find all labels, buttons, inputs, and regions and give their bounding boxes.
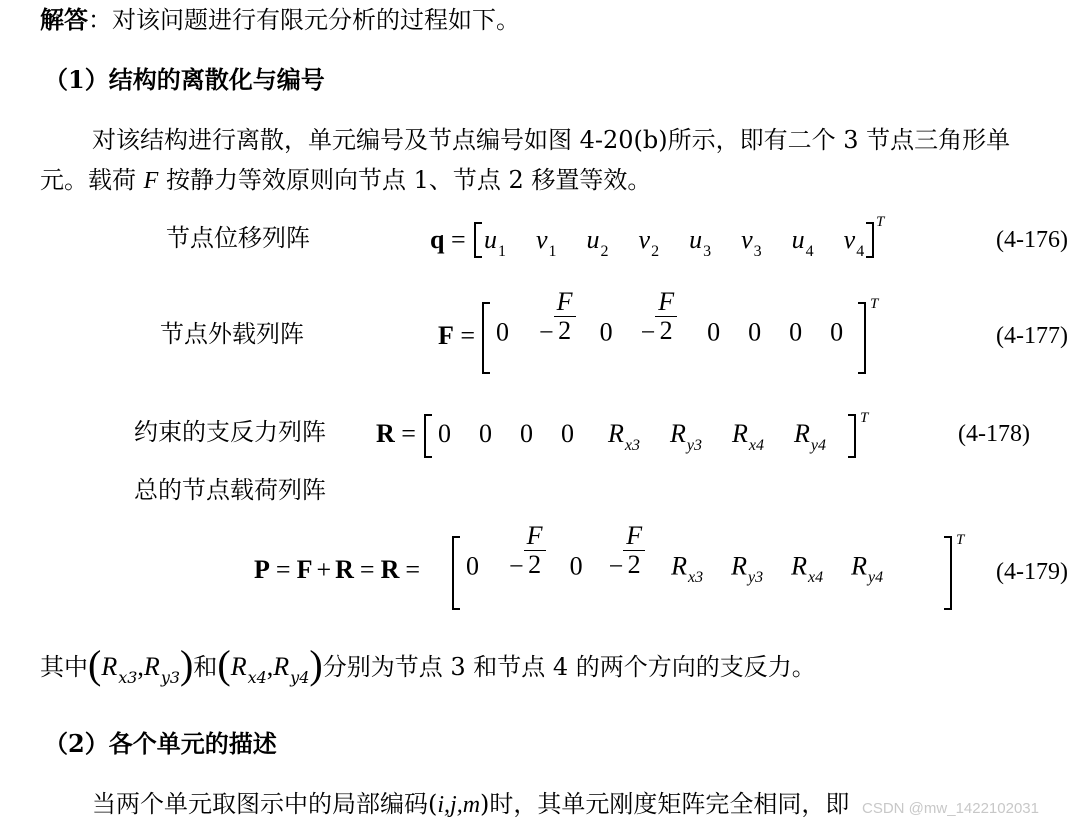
fraction-denominator: 2 xyxy=(558,316,572,345)
eq-number: (4-179) xyxy=(996,559,1068,585)
eq-r: R xyxy=(380,555,400,584)
subscript: 2 xyxy=(600,243,609,260)
subscript: y4 xyxy=(810,437,826,454)
minus-sign: − xyxy=(640,317,656,347)
eq-caption-reaction: 约束的支反力列阵 xyxy=(134,418,326,446)
load-symbol: F xyxy=(143,168,159,194)
left-bracket xyxy=(452,536,460,610)
displacement-symbol: v xyxy=(536,225,548,254)
eq-number: (4-178) xyxy=(958,421,1030,447)
comma: , xyxy=(137,652,144,681)
fraction-numerator: F xyxy=(623,522,645,551)
entry-zero: 0 xyxy=(599,317,613,347)
displacement-entry xyxy=(586,225,609,260)
subscript: x4 xyxy=(748,437,764,454)
fraction xyxy=(554,288,576,345)
eq-lhs: R xyxy=(376,419,395,448)
minus-sign: − xyxy=(509,551,524,581)
paragraph-line-2 xyxy=(40,164,651,197)
open-paren: ( xyxy=(217,642,231,687)
subscript: 3 xyxy=(753,243,762,260)
left-bracket xyxy=(424,414,432,458)
subscript: 3 xyxy=(703,243,712,260)
displacement-entry xyxy=(638,225,660,260)
section-heading-1: （1）结构的离散化与编号 xyxy=(44,65,325,94)
fraction xyxy=(524,522,546,579)
comma: , xyxy=(266,652,274,681)
entry-zero: 0 xyxy=(789,317,803,347)
paragraph-text: 元。载荷 xyxy=(40,166,144,194)
eq-equals: = xyxy=(275,555,291,584)
reaction-symbol: R xyxy=(273,652,290,681)
entry-zero: 0 xyxy=(748,317,762,347)
reaction-symbol: R xyxy=(731,551,748,581)
paragraph-text: 当两个单元取图示中的局部编码( xyxy=(92,790,438,818)
subscript: 2 xyxy=(651,243,660,260)
reaction-description xyxy=(40,642,816,686)
displacement-entry xyxy=(791,225,814,260)
paragraph-text: 分别为节点 3 和节点 4 的两个方向的支反力。 xyxy=(322,653,816,681)
subscript: 4 xyxy=(856,243,865,260)
subscript: 1 xyxy=(548,243,557,260)
entry-zero: 0 xyxy=(569,551,583,581)
eq-vector-entries xyxy=(438,418,826,454)
right-bracket xyxy=(848,414,856,458)
eq-equals: = xyxy=(401,419,416,448)
subscript: x3 xyxy=(118,668,138,687)
subscript: y4 xyxy=(868,569,884,587)
subscript: x3 xyxy=(624,437,640,454)
paragraph-line-1: 对该结构进行离散，单元编号及节点编号如图 4-20(b)所示，即有二个 3 节点三角形单 xyxy=(92,126,1011,154)
subscript: x4 xyxy=(808,569,824,587)
right-bracket xyxy=(944,536,952,610)
displacement-symbol: u xyxy=(689,225,703,254)
right-bracket xyxy=(858,302,866,374)
section-heading-2: （2）各个单元的描述 xyxy=(44,729,277,758)
reaction-symbol: R xyxy=(143,652,160,681)
paragraph-text: 按静力等效原则向节点 1、节点 2 移置等效。 xyxy=(158,166,652,194)
answer-text: 对该问题进行有限元分析的过程如下。 xyxy=(112,6,520,34)
entry-zero: 0 xyxy=(707,317,721,347)
displacement-entry xyxy=(741,225,762,260)
subscript: y3 xyxy=(160,668,181,687)
subscript: 1 xyxy=(498,243,506,260)
displacement-symbol: v xyxy=(638,225,651,254)
displacement-symbol: u xyxy=(484,225,497,254)
displacement-symbol: u xyxy=(586,225,600,254)
entry-zero: 0 xyxy=(466,551,479,581)
eq-number: (4-177) xyxy=(996,323,1068,349)
eq-caption-external-load: 节点外载列阵 xyxy=(160,320,304,348)
paragraph-text: 其中 xyxy=(40,653,88,681)
subscript: x3 xyxy=(688,569,704,587)
eq-equals: = xyxy=(450,225,466,254)
reaction-symbol: R xyxy=(791,551,808,581)
eq-vector-entries xyxy=(466,521,884,597)
displacement-symbol: v xyxy=(843,225,856,254)
entry-zero: 0 xyxy=(830,317,844,347)
transpose-sup: T xyxy=(956,532,965,548)
reaction-symbol: R xyxy=(230,652,247,681)
reaction-symbol: R xyxy=(794,419,810,448)
eq-vector-entries xyxy=(496,287,844,363)
entry-zero: 0 xyxy=(561,419,574,448)
eq-r: R xyxy=(335,555,354,584)
reaction-symbol: R xyxy=(671,551,688,581)
eq-f: F xyxy=(296,555,313,584)
close-paren: ) xyxy=(180,642,194,687)
fraction-denominator: 2 xyxy=(659,316,673,345)
displacement-entry xyxy=(843,225,865,260)
reaction-symbol: R xyxy=(851,551,868,581)
total-load-caption: 总的节点载荷列阵 xyxy=(134,476,326,504)
displacement-entry xyxy=(484,225,506,260)
subscript: y3 xyxy=(686,437,702,454)
fraction-numerator: F xyxy=(524,522,546,551)
displacement-symbol: v xyxy=(741,225,753,254)
subscript: 4 xyxy=(805,243,814,260)
fraction-denominator: 2 xyxy=(627,550,641,579)
left-bracket xyxy=(474,222,482,258)
equation-4-177 xyxy=(438,320,475,352)
eq-number: (4-176) xyxy=(996,227,1068,253)
close-paren: ) xyxy=(309,642,323,687)
paragraph-text: 和 xyxy=(193,653,218,681)
transpose-sup: T xyxy=(860,410,869,426)
answer-colon: ： xyxy=(88,6,112,34)
answer-line xyxy=(40,4,520,36)
fraction-numerator: F xyxy=(554,288,576,317)
eq-equals: = xyxy=(460,321,476,350)
transpose-sup: T xyxy=(876,214,885,230)
reaction-symbol: R xyxy=(101,652,118,681)
entry-zero: 0 xyxy=(520,419,533,448)
eq-lhs: q xyxy=(430,225,445,254)
reaction-symbol: R xyxy=(608,419,624,448)
minus-sign: − xyxy=(539,317,554,347)
open-paren: ( xyxy=(88,642,102,687)
right-bracket xyxy=(866,222,874,258)
eq-p: P xyxy=(254,555,270,584)
fraction-numerator: F xyxy=(655,288,677,317)
equation-4-176 xyxy=(430,224,466,256)
subscript: x4 xyxy=(247,668,267,687)
entry-zero: 0 xyxy=(479,419,492,448)
equation-4-179 xyxy=(254,554,420,586)
watermark: CSDN @mw_1422102031 xyxy=(862,800,1039,817)
fraction-denominator: 2 xyxy=(528,550,542,579)
plus-sign: + xyxy=(316,555,332,584)
left-bracket xyxy=(482,302,490,374)
paragraph-text: )时，其单元刚度矩阵完全相同，即 xyxy=(480,790,850,818)
paragraph-line-3 xyxy=(92,788,849,821)
fraction xyxy=(655,288,677,345)
displacement-entry xyxy=(536,225,557,260)
displacement-entry xyxy=(689,225,712,260)
displacement-symbol: u xyxy=(791,225,805,254)
fraction xyxy=(623,522,645,579)
subscript: y3 xyxy=(748,569,764,587)
entry-zero: 0 xyxy=(496,317,509,347)
transpose-sup: T xyxy=(870,296,879,312)
answer-label: 解答 xyxy=(40,5,88,34)
local-indices: i,j,m xyxy=(437,792,481,818)
subscript: y4 xyxy=(290,668,310,687)
reaction-symbol: R xyxy=(732,419,748,448)
reaction-symbol: R xyxy=(670,419,686,448)
eq-equals: = xyxy=(359,555,375,584)
minus-sign: − xyxy=(608,551,624,581)
eq-caption-displacement: 节点位移列阵 xyxy=(166,224,310,252)
equation-4-178 xyxy=(376,418,416,450)
entry-zero: 0 xyxy=(438,419,451,448)
eq-lhs: F xyxy=(438,321,454,350)
eq-vector-entries xyxy=(484,224,864,260)
eq-equals: = xyxy=(405,555,421,584)
